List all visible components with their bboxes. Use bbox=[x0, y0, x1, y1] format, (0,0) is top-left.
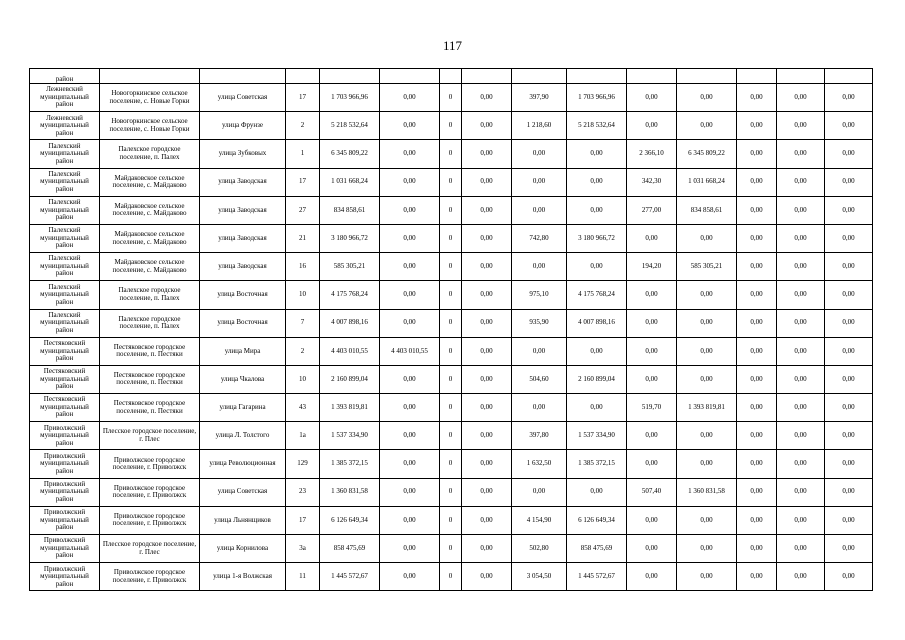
value-cell: 0,00 bbox=[627, 535, 677, 563]
value-cell: 0,00 bbox=[677, 450, 737, 478]
settlement-cell: Пестяковское городское поселение, п. Пестяки bbox=[100, 337, 200, 365]
total-cost-cell: 4 007 898,16 bbox=[320, 309, 380, 337]
value-cell: 2 160 899,04 bbox=[567, 365, 627, 393]
value-cell: 0,00 bbox=[567, 253, 627, 281]
value-cell: 1 393 819,81 bbox=[677, 394, 737, 422]
value-cell: 4 154,90 bbox=[512, 506, 567, 534]
value-cell: 0,00 bbox=[567, 478, 627, 506]
table-row bbox=[30, 253, 873, 281]
value-cell: 0 bbox=[440, 365, 462, 393]
value-cell: 0,00 bbox=[777, 450, 825, 478]
settlement-cell: Майдаковское сельское поселение, с. Майдаково bbox=[100, 196, 200, 224]
value-cell: 2 366,10 bbox=[627, 140, 677, 168]
settlement-cell: Приволжское городское поселение, г. Приволжск bbox=[100, 563, 200, 591]
value-cell: 0,00 bbox=[462, 84, 512, 112]
value-cell: 1 632,50 bbox=[512, 450, 567, 478]
value-cell: 0 bbox=[440, 422, 462, 450]
value-cell: 1 218,60 bbox=[512, 112, 567, 140]
value-cell: 975,10 bbox=[512, 281, 567, 309]
total-cost-cell: 2 160 899,04 bbox=[320, 365, 380, 393]
table-row bbox=[30, 394, 873, 422]
value-cell: 0,00 bbox=[462, 140, 512, 168]
value-cell: 0,00 bbox=[567, 337, 627, 365]
value-cell: 0,00 bbox=[825, 478, 873, 506]
settlement-cell: Майдаковское сельское поселение, с. Майдаково bbox=[100, 253, 200, 281]
value-cell: 0,00 bbox=[567, 196, 627, 224]
value-cell: 0,00 bbox=[380, 506, 440, 534]
settlement-cell: Приволжское городское поселение, г. Приволжск bbox=[100, 506, 200, 534]
house-cell: 23 bbox=[286, 478, 320, 506]
house-cell: 17 bbox=[286, 84, 320, 112]
value-cell: 0,00 bbox=[777, 422, 825, 450]
table-row bbox=[30, 535, 873, 563]
district-cell: Пестяковский муниципальный район bbox=[30, 337, 100, 365]
house-cell: 1 bbox=[286, 140, 320, 168]
value-cell: 0,00 bbox=[380, 253, 440, 281]
value-cell: 0,00 bbox=[825, 535, 873, 563]
value-cell: 834 858,61 bbox=[677, 196, 737, 224]
value-cell: 0,00 bbox=[627, 422, 677, 450]
settlement-cell: Майдаковское сельское поселение, с. Майдаково bbox=[100, 168, 200, 196]
settlement-cell: Новогоркинское сельское поселение, с. Новые Горки bbox=[100, 84, 200, 112]
district-cell: Приволжский муниципальный район bbox=[30, 506, 100, 534]
value-cell: 0,00 bbox=[777, 337, 825, 365]
value-cell: 0,00 bbox=[677, 422, 737, 450]
total-cost-cell: 5 218 532,64 bbox=[320, 112, 380, 140]
street-cell: улица Заводская bbox=[200, 253, 286, 281]
value-cell: 0,00 bbox=[777, 535, 825, 563]
house-cell: 17 bbox=[286, 506, 320, 534]
value-cell: 0,00 bbox=[462, 422, 512, 450]
value-cell: 0,00 bbox=[462, 563, 512, 591]
value-cell: 0 bbox=[440, 394, 462, 422]
total-cost-cell: 1 537 334,90 bbox=[320, 422, 380, 450]
house-cell: 11 bbox=[286, 563, 320, 591]
value-cell: 0,00 bbox=[380, 309, 440, 337]
value-cell: 0,00 bbox=[777, 168, 825, 196]
total-cost-cell: 1 360 831,58 bbox=[320, 478, 380, 506]
house-cell: 17 bbox=[286, 168, 320, 196]
value-cell: 0,00 bbox=[737, 309, 777, 337]
value-cell: 0,00 bbox=[825, 84, 873, 112]
value-cell: 0 bbox=[440, 337, 462, 365]
street-cell: улица Корнилова bbox=[200, 535, 286, 563]
value-cell: 0,00 bbox=[825, 112, 873, 140]
value-cell: 0,00 bbox=[825, 309, 873, 337]
settlement-cell: Палехское городское поселение, п. Палех bbox=[100, 309, 200, 337]
table-row bbox=[30, 422, 873, 450]
value-cell: 5 218 532,64 bbox=[567, 112, 627, 140]
street-cell: улица Советская bbox=[200, 84, 286, 112]
value-cell: 0,00 bbox=[627, 84, 677, 112]
value-cell: 0,00 bbox=[825, 422, 873, 450]
value-cell: 0 bbox=[440, 478, 462, 506]
value-cell: 0,00 bbox=[777, 506, 825, 534]
value-cell: 0,00 bbox=[825, 196, 873, 224]
value-cell: 277,00 bbox=[627, 196, 677, 224]
value-cell: 0,00 bbox=[737, 196, 777, 224]
value-cell: 0,00 bbox=[627, 309, 677, 337]
value-cell: 0 bbox=[440, 112, 462, 140]
value-cell: 0,00 bbox=[737, 394, 777, 422]
value-cell: 0,00 bbox=[737, 281, 777, 309]
total-cost-cell: 1 703 966,96 bbox=[320, 84, 380, 112]
value-cell: 0,00 bbox=[512, 196, 567, 224]
district-cell: Лежневский муниципальный район bbox=[30, 84, 100, 112]
street-cell: улица Льнянщиков bbox=[200, 506, 286, 534]
table-row bbox=[30, 563, 873, 591]
value-cell: 0,00 bbox=[380, 140, 440, 168]
district-cell: Пестяковский муниципальный район bbox=[30, 394, 100, 422]
value-cell: 0,00 bbox=[462, 112, 512, 140]
total-cost-cell: 4 403 010,55 bbox=[320, 337, 380, 365]
value-cell: 0,00 bbox=[380, 394, 440, 422]
value-cell: 0,00 bbox=[825, 394, 873, 422]
value-cell: 0,00 bbox=[825, 224, 873, 252]
house-cell: 7 bbox=[286, 309, 320, 337]
settlement-cell: Пестяковское городское поселение, п. Пестяки bbox=[100, 365, 200, 393]
value-cell: 0,00 bbox=[737, 422, 777, 450]
table-row bbox=[30, 450, 873, 478]
house-cell: 10 bbox=[286, 281, 320, 309]
data-table bbox=[29, 68, 873, 591]
value-cell: 0,00 bbox=[737, 478, 777, 506]
value-cell: 0,00 bbox=[737, 112, 777, 140]
value-cell: 0,00 bbox=[380, 535, 440, 563]
district-cell: Палехский муниципальный район bbox=[30, 140, 100, 168]
value-cell: 0,00 bbox=[512, 337, 567, 365]
table-row bbox=[30, 140, 873, 168]
value-cell: 3 180 966,72 bbox=[567, 224, 627, 252]
value-cell: 0,00 bbox=[380, 365, 440, 393]
house-cell: 10 bbox=[286, 365, 320, 393]
settlement-cell: Пестяковское городское поселение, п. Пестяки bbox=[100, 394, 200, 422]
house-cell: 21 bbox=[286, 224, 320, 252]
value-cell: 0,00 bbox=[777, 84, 825, 112]
street-cell: улица Восточная bbox=[200, 281, 286, 309]
value-cell: 502,80 bbox=[512, 535, 567, 563]
value-cell: 0,00 bbox=[567, 168, 627, 196]
settlement-cell: Приволжское городское поселение, г. Приволжск bbox=[100, 450, 200, 478]
total-cost-cell: 6 345 809,22 bbox=[320, 140, 380, 168]
value-cell: 0,00 bbox=[777, 281, 825, 309]
value-cell: 0 bbox=[440, 140, 462, 168]
value-cell: 0,00 bbox=[737, 337, 777, 365]
value-cell: 0,00 bbox=[462, 394, 512, 422]
value-cell: 0,00 bbox=[677, 281, 737, 309]
value-cell: 342,30 bbox=[627, 168, 677, 196]
street-cell: улица Л. Толстого bbox=[200, 422, 286, 450]
value-cell: 0,00 bbox=[677, 365, 737, 393]
district-cell: Палехский муниципальный район bbox=[30, 281, 100, 309]
value-cell: 0,00 bbox=[462, 196, 512, 224]
table-row bbox=[30, 168, 873, 196]
house-cell: 2 bbox=[286, 112, 320, 140]
value-cell: 0,00 bbox=[825, 337, 873, 365]
value-cell: 0,00 bbox=[462, 450, 512, 478]
value-cell: 0,00 bbox=[380, 422, 440, 450]
value-cell: 0,00 bbox=[677, 337, 737, 365]
value-cell: 0,00 bbox=[462, 535, 512, 563]
street-cell: улица Революционная bbox=[200, 450, 286, 478]
total-cost-cell: 585 305,21 bbox=[320, 253, 380, 281]
value-cell: 0,00 bbox=[737, 84, 777, 112]
value-cell: 0,00 bbox=[627, 563, 677, 591]
value-cell: 0,00 bbox=[737, 506, 777, 534]
total-cost-cell: 1 031 668,24 bbox=[320, 168, 380, 196]
value-cell: 0,00 bbox=[627, 112, 677, 140]
value-cell: 1 537 334,90 bbox=[567, 422, 627, 450]
district-cell: Приволжский муниципальный район bbox=[30, 478, 100, 506]
street-cell: улица Советская bbox=[200, 478, 286, 506]
value-cell: 0,00 bbox=[825, 563, 873, 591]
value-cell: 0 bbox=[440, 450, 462, 478]
value-cell: 742,80 bbox=[512, 224, 567, 252]
value-cell: 0,00 bbox=[380, 168, 440, 196]
total-cost-cell: 1 393 819,81 bbox=[320, 394, 380, 422]
value-cell: 0,00 bbox=[825, 253, 873, 281]
value-cell: 0,00 bbox=[777, 140, 825, 168]
value-cell: 0 bbox=[440, 253, 462, 281]
total-cost-cell: 4 175 768,24 bbox=[320, 281, 380, 309]
value-cell: 0,00 bbox=[380, 478, 440, 506]
table-row bbox=[30, 281, 873, 309]
table-row bbox=[30, 337, 873, 365]
house-cell: 129 bbox=[286, 450, 320, 478]
value-cell: 1 360 831,58 bbox=[677, 478, 737, 506]
house-cell: 1а bbox=[286, 422, 320, 450]
value-cell: 0,00 bbox=[462, 224, 512, 252]
value-cell: 0,00 bbox=[380, 196, 440, 224]
value-cell: 0 bbox=[440, 506, 462, 534]
value-cell: 585 305,21 bbox=[677, 253, 737, 281]
total-cost-cell: 1 445 572,67 bbox=[320, 563, 380, 591]
total-cost-cell: 1 385 372,15 bbox=[320, 450, 380, 478]
value-cell: 0,00 bbox=[677, 535, 737, 563]
value-cell: 0,00 bbox=[380, 84, 440, 112]
value-cell: 0,00 bbox=[380, 281, 440, 309]
house-cell: 2 bbox=[286, 337, 320, 365]
value-cell: 0,00 bbox=[677, 309, 737, 337]
street-cell: улица 1-я Волжская bbox=[200, 563, 286, 591]
value-cell: 0,00 bbox=[737, 168, 777, 196]
value-cell: 0,00 bbox=[777, 253, 825, 281]
value-cell: 0 bbox=[440, 535, 462, 563]
settlement-cell: Майдаковское сельское поселение, с. Майдаково bbox=[100, 224, 200, 252]
value-cell: 1 445 572,67 bbox=[567, 563, 627, 591]
value-cell: 0,00 bbox=[462, 253, 512, 281]
value-cell: 0,00 bbox=[737, 535, 777, 563]
table-row bbox=[30, 478, 873, 506]
table-row bbox=[30, 309, 873, 337]
value-cell: 1 703 966,96 bbox=[567, 84, 627, 112]
value-cell: 0,00 bbox=[825, 281, 873, 309]
value-cell: 0 bbox=[440, 196, 462, 224]
value-cell: 0,00 bbox=[737, 450, 777, 478]
district-cell: Палехский муниципальный район bbox=[30, 253, 100, 281]
street-cell: улица Заводская bbox=[200, 196, 286, 224]
district-cell: Приволжский муниципальный район bbox=[30, 563, 100, 591]
table-row bbox=[30, 84, 873, 112]
value-cell: 0,00 bbox=[777, 478, 825, 506]
district-cell: район bbox=[30, 69, 100, 84]
value-cell: 0 bbox=[440, 563, 462, 591]
value-cell: 0,00 bbox=[737, 253, 777, 281]
value-cell: 0,00 bbox=[777, 112, 825, 140]
value-cell: 0,00 bbox=[737, 563, 777, 591]
table-row bbox=[30, 112, 873, 140]
value-cell: 0,00 bbox=[462, 365, 512, 393]
street-cell: улица Заводская bbox=[200, 224, 286, 252]
value-cell: 0,00 bbox=[567, 140, 627, 168]
value-cell: 0,00 bbox=[567, 394, 627, 422]
value-cell: 0 bbox=[440, 84, 462, 112]
value-cell: 0,00 bbox=[777, 394, 825, 422]
value-cell: 0,00 bbox=[380, 224, 440, 252]
value-cell: 6 126 649,34 bbox=[567, 506, 627, 534]
value-cell: 858 475,69 bbox=[567, 535, 627, 563]
total-cost-cell: 834 858,61 bbox=[320, 196, 380, 224]
settlement-cell: Плесское городское поселение, г. Плес bbox=[100, 535, 200, 563]
value-cell: 0,00 bbox=[777, 196, 825, 224]
total-cost-cell: 3 180 966,72 bbox=[320, 224, 380, 252]
value-cell: 0,00 bbox=[825, 506, 873, 534]
value-cell: 0,00 bbox=[777, 563, 825, 591]
street-cell: улица Чкалова bbox=[200, 365, 286, 393]
district-cell: Палехский муниципальный район bbox=[30, 196, 100, 224]
value-cell: 0,00 bbox=[737, 224, 777, 252]
value-cell: 0,00 bbox=[737, 365, 777, 393]
total-cost-cell: 6 126 649,34 bbox=[320, 506, 380, 534]
value-cell: 0,00 bbox=[462, 337, 512, 365]
table-row bbox=[30, 196, 873, 224]
settlement-cell: Плесское городское поселение, г. Плес bbox=[100, 422, 200, 450]
value-cell: 194,20 bbox=[627, 253, 677, 281]
value-cell: 0 bbox=[440, 224, 462, 252]
district-cell: Приволжский муниципальный район bbox=[30, 422, 100, 450]
settlement-cell: Новогоркинское сельское поселение, с. Новые Горки bbox=[100, 112, 200, 140]
value-cell: 935,90 bbox=[512, 309, 567, 337]
value-cell: 0,00 bbox=[825, 365, 873, 393]
value-cell: 397,80 bbox=[512, 422, 567, 450]
value-cell: 0 bbox=[440, 168, 462, 196]
value-cell: 0,00 bbox=[677, 112, 737, 140]
value-cell: 0,00 bbox=[462, 506, 512, 534]
value-cell: 0 bbox=[440, 281, 462, 309]
district-cell: Лежневский муниципальный район bbox=[30, 112, 100, 140]
street-cell: улица Мира bbox=[200, 337, 286, 365]
value-cell: 0,00 bbox=[677, 563, 737, 591]
value-cell: 0,00 bbox=[825, 450, 873, 478]
district-cell: Приволжский муниципальный район bbox=[30, 535, 100, 563]
street-cell: улица Заводская bbox=[200, 168, 286, 196]
district-cell: Пестяковский муниципальный район bbox=[30, 365, 100, 393]
value-cell: 0,00 bbox=[512, 478, 567, 506]
value-cell: 397,90 bbox=[512, 84, 567, 112]
street-cell: улица Зубковых bbox=[200, 140, 286, 168]
value-cell: 0,00 bbox=[512, 394, 567, 422]
value-cell: 4 007 898,16 bbox=[567, 309, 627, 337]
value-cell: 0 bbox=[440, 309, 462, 337]
value-cell: 0,00 bbox=[462, 168, 512, 196]
value-cell: 0,00 bbox=[677, 84, 737, 112]
house-cell: 43 bbox=[286, 394, 320, 422]
value-cell: 0,00 bbox=[627, 337, 677, 365]
value-cell: 0,00 bbox=[627, 365, 677, 393]
settlement-cell: Палехское городское поселение, п. Палех bbox=[100, 281, 200, 309]
house-cell: 3а bbox=[286, 535, 320, 563]
value-cell: 0,00 bbox=[380, 112, 440, 140]
district-cell: Палехский муниципальный район bbox=[30, 309, 100, 337]
table-row bbox=[30, 224, 873, 252]
table-row-continued bbox=[30, 69, 873, 84]
value-cell: 0,00 bbox=[627, 506, 677, 534]
value-cell: 1 031 668,24 bbox=[677, 168, 737, 196]
house-cell: 27 bbox=[286, 196, 320, 224]
table-row bbox=[30, 506, 873, 534]
value-cell: 0,00 bbox=[462, 309, 512, 337]
value-cell: 0,00 bbox=[462, 478, 512, 506]
value-cell: 0,00 bbox=[777, 309, 825, 337]
value-cell: 0,00 bbox=[462, 281, 512, 309]
district-cell: Приволжский муниципальный район bbox=[30, 450, 100, 478]
table-row bbox=[30, 365, 873, 393]
value-cell: 4 175 768,24 bbox=[567, 281, 627, 309]
total-cost-cell: 858 475,69 bbox=[320, 535, 380, 563]
value-cell: 0,00 bbox=[677, 506, 737, 534]
value-cell: 4 403 010,55 bbox=[380, 337, 440, 365]
settlement-cell: Приволжское городское поселение, г. Приволжск bbox=[100, 478, 200, 506]
value-cell: 0,00 bbox=[380, 450, 440, 478]
value-cell: 0,00 bbox=[677, 224, 737, 252]
page-number: 117 bbox=[442, 38, 463, 53]
value-cell: 0,00 bbox=[627, 224, 677, 252]
street-cell: улица Гагарина bbox=[200, 394, 286, 422]
street-cell: улица Восточная bbox=[200, 309, 286, 337]
value-cell: 0,00 bbox=[825, 168, 873, 196]
value-cell: 0,00 bbox=[512, 140, 567, 168]
value-cell: 0,00 bbox=[512, 253, 567, 281]
value-cell: 3 054,50 bbox=[512, 563, 567, 591]
value-cell: 519,70 bbox=[627, 394, 677, 422]
value-cell: 504,60 bbox=[512, 365, 567, 393]
value-cell: 0,00 bbox=[777, 224, 825, 252]
value-cell: 0,00 bbox=[737, 140, 777, 168]
street-cell: улица Фрунзе bbox=[200, 112, 286, 140]
value-cell: 1 385 372,15 bbox=[567, 450, 627, 478]
value-cell: 0,00 bbox=[512, 168, 567, 196]
value-cell: 0,00 bbox=[627, 450, 677, 478]
settlement-cell: Палехское городское поселение, п. Палех bbox=[100, 140, 200, 168]
value-cell: 0,00 bbox=[777, 365, 825, 393]
district-cell: Палехский муниципальный район bbox=[30, 224, 100, 252]
value-cell: 0,00 bbox=[825, 140, 873, 168]
house-cell: 16 bbox=[286, 253, 320, 281]
value-cell: 0,00 bbox=[380, 563, 440, 591]
value-cell: 0,00 bbox=[627, 281, 677, 309]
value-cell: 507,40 bbox=[627, 478, 677, 506]
district-cell: Палехский муниципальный район bbox=[30, 168, 100, 196]
value-cell: 6 345 809,22 bbox=[677, 140, 737, 168]
